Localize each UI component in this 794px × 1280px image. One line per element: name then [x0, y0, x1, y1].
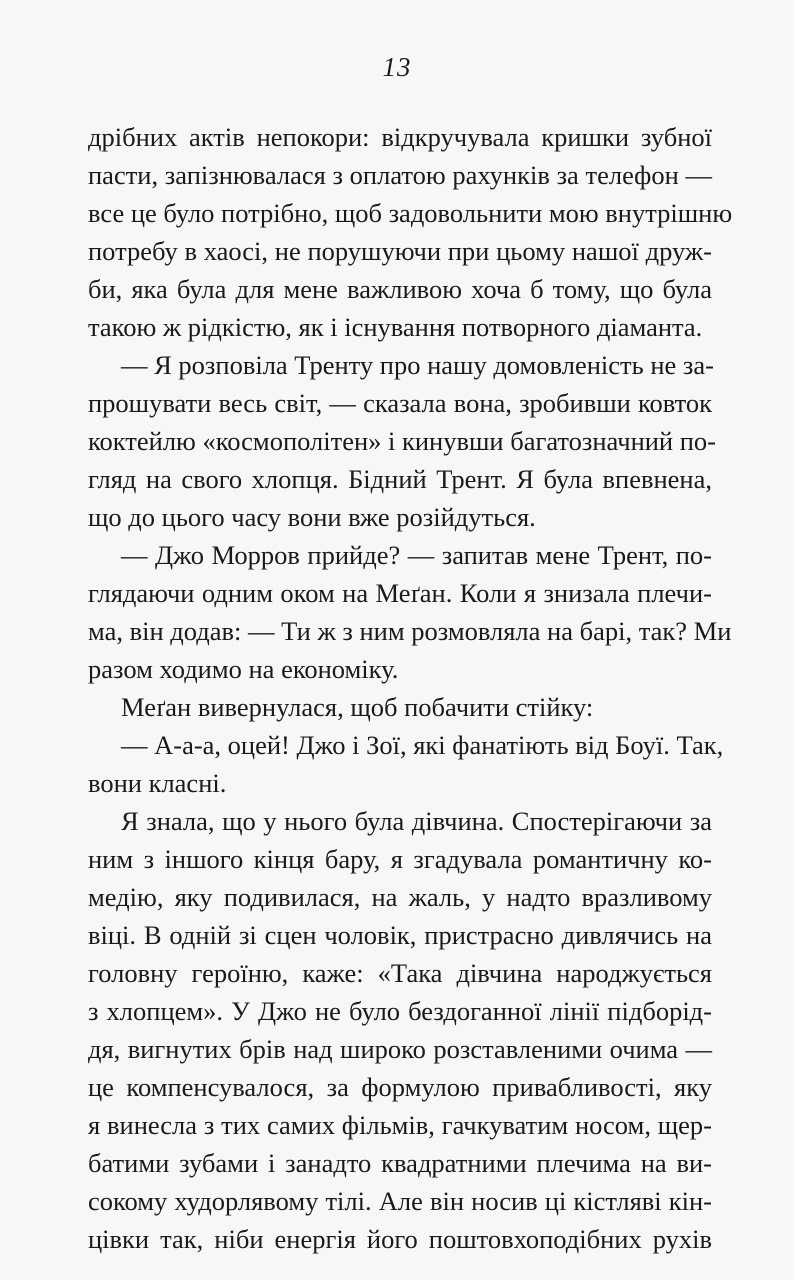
text-line: сокому худорлявому тілі. Але він носив ці кістляві кін-: [88, 1186, 712, 1216]
text-line: гляд на свого хлопця. Бідний Трент. Я була впевнена,: [88, 464, 712, 494]
text-line: коктейлю «космополітен» і кинувши багатозначний по-: [88, 426, 716, 456]
text-line: разом ходимо на економіку.: [88, 654, 399, 684]
text-line: потребу в хаосі, не порушуючи при цьому нашої друж-: [88, 236, 712, 266]
text-line: Меґан вивернулася, щоб побачити стійку:: [121, 692, 594, 722]
page-number: 13: [382, 52, 412, 82]
text-line: дя, вигнутих брів над широко розставленими очима —: [88, 1034, 712, 1064]
text-line: цівки так, ніби енергія його поштовхоподібних рухів: [88, 1224, 712, 1254]
text-line: ним з іншого кінця бару, я згадувала романтичну ко-: [88, 844, 712, 874]
text-line: вони класні.: [88, 768, 227, 798]
text-line: медію, яку подивилася, на жаль, у надто вразливому: [88, 882, 712, 912]
text-line: глядаючи одним оком на Меґан. Коли я знизала плечи-: [88, 578, 712, 608]
text-line: такою ж рідкістю, як і існування потворного діаманта.: [88, 312, 703, 342]
text-line: що до цього часу вони вже розійдуться.: [88, 502, 536, 532]
text-line: — А-а-а, оцей! Джо і Зої, які фанатіють від Боуї. Так,: [121, 730, 724, 760]
text-line: Я знала, що у нього була дівчина. Спостерігаючи за: [121, 806, 712, 836]
text-line: з хлопцем». У Джо не було бездоганної лінії підборід-: [88, 996, 712, 1026]
text-line: пасти, запізнювалася з оплатою рахунків за телефон —: [88, 160, 712, 190]
text-line: головну героїню, каже: «Така дівчина народжується: [88, 958, 712, 988]
text-line: би, яка була для мене важливою хоча б тому, що була: [88, 274, 712, 304]
text-line: це компенсувалося, за формулою привабливості, яку: [88, 1072, 712, 1102]
text-line: я винесла з тих самих фільмів, гачкуватим носом, щер-: [88, 1110, 712, 1140]
text-line: батими зубами і занадто квадратними плечима на ви-: [88, 1148, 712, 1178]
text-line: ма, він додав: — Ти ж з ним розмовляла на барі, так? Ми: [88, 616, 732, 646]
text-line: прошувати весь світ, — сказала вона, зробивши ковток: [88, 388, 712, 418]
text-line: — Джо Морров прийде? — запитав мене Трент, по-: [121, 540, 712, 570]
text-line: дрібних актів непокори: відкручувала кришки зубної: [88, 122, 712, 152]
text-line: — Я розповіла Тренту про нашу домовленість не за-: [121, 350, 714, 380]
text-line: віці. В одній зі сцен чоловік, пристрасно дивлячись на: [88, 920, 712, 950]
text-line: все це було потрібно, щоб задовольнити мою внутрішню: [88, 198, 733, 228]
